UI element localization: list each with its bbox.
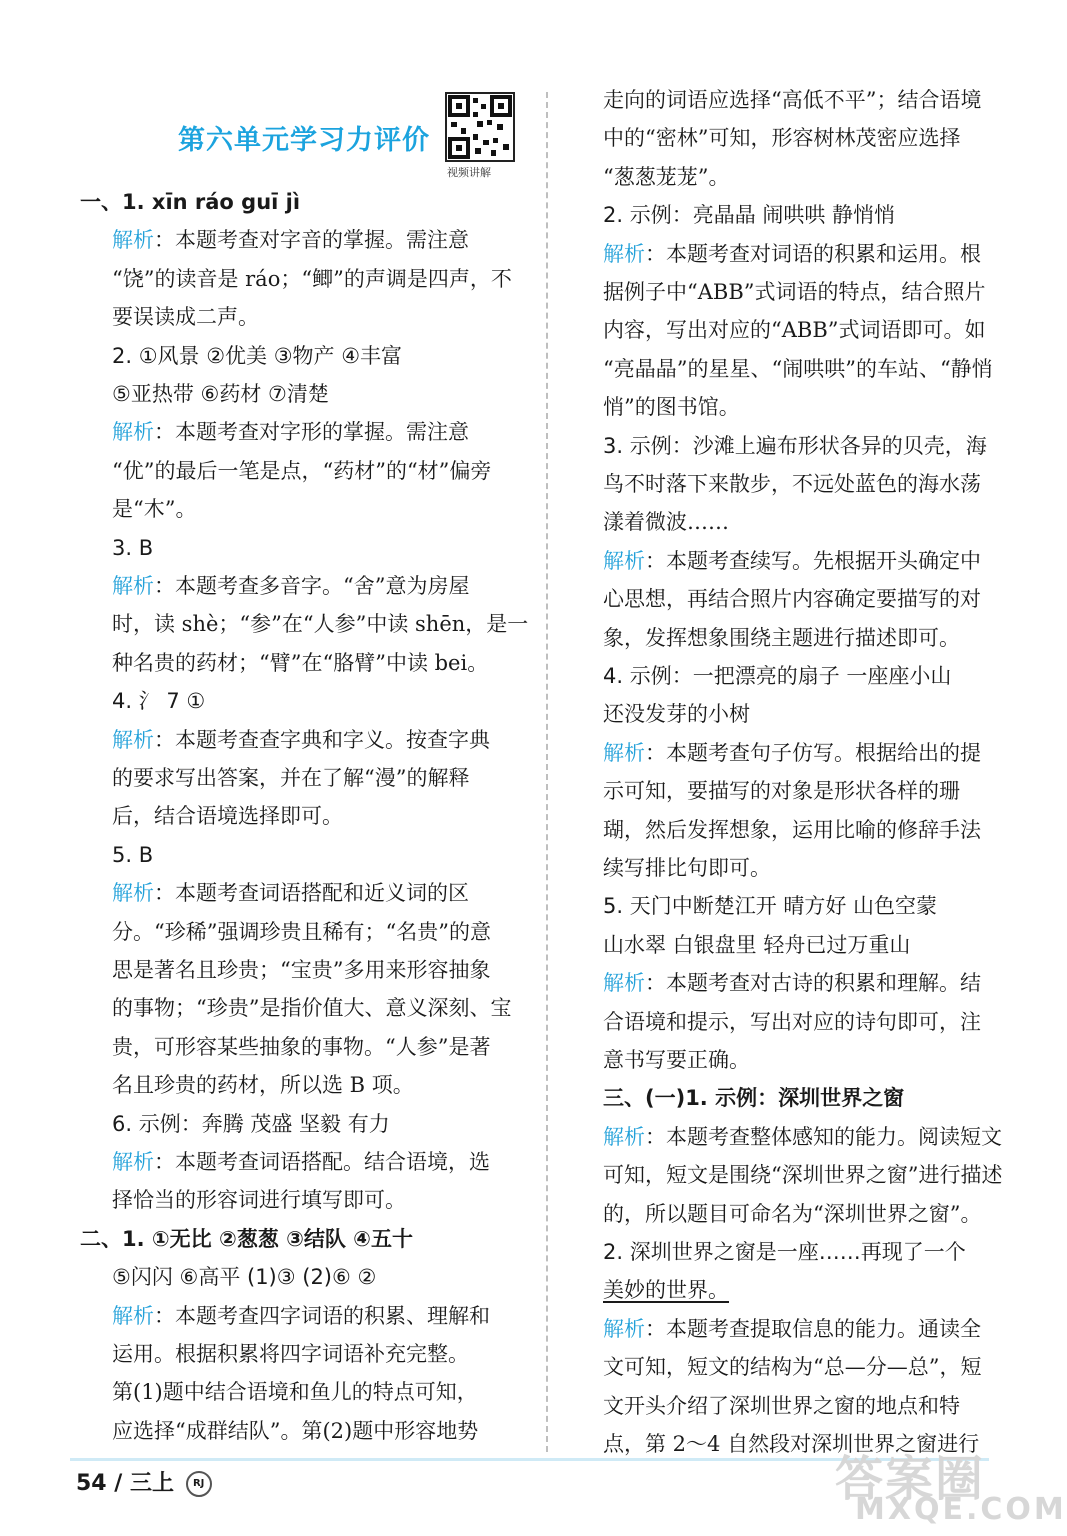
line-text: 可知，短文是围绕“深圳世界之窗”进行描述 [603,1163,1003,1188]
text-line [80,1031,528,1063]
line-text: 漾着微波…… [603,510,729,535]
line-text: 文开头介绍了深圳世界之窗的地点和特 [603,1393,960,1418]
text-line [603,353,1013,385]
text-line [80,800,528,832]
line-text: 时，读 shè；“参”在“人参”中读 shēn，是一 [112,612,529,637]
edition-badge-icon: RJ [186,1471,212,1497]
line-text: 种名贵的药材；“臂”在“胳臂”中读 bei。 [112,650,489,675]
text-line [80,263,528,295]
analysis-text: ：本题考查对字音的掌握。需注意 [154,228,469,253]
analysis-label: 解析 [603,1316,645,1341]
line-text: “饶”的读音是 ráo；“鲫”的声调是四声，不 [112,266,512,291]
line-text: 运用。根据积累将四字词语补充完整。 [112,1342,469,1366]
analysis-line [80,1146,528,1178]
text-line [603,84,1013,116]
text-line [603,583,1013,615]
analysis-line [80,1300,528,1332]
answer-line [80,186,528,218]
text-line [80,954,528,986]
line-text: 6. 示例：奔腾 茂盛 坚毅 有力 [112,1111,390,1136]
line-text: 要误读成二声。 [112,305,259,330]
line-text: 的事物；“珍贵”是指价值大、意义深刻、宝 [112,996,512,1021]
line-text: 心思想，再结合照片内容确定要描写的对 [603,587,981,612]
text-line [80,1069,528,1101]
analysis-label: 解析 [603,740,645,765]
analysis-label: 解析 [112,1150,154,1174]
text-line [80,301,528,333]
analysis-line [80,224,528,256]
text-line [603,1159,1013,1191]
line-text: 3. 示例：沙滩上遍布形状各异的贝壳，海 [603,433,987,458]
text-line [80,455,528,487]
answer-line [603,1236,1013,1268]
text-line [80,1184,528,1216]
line-text: 2. 示例：亮晶晶 闹哄哄 静悄悄 [603,203,896,228]
analysis-text: ：本题考查句子仿写。根据给出的提 [645,740,981,765]
analysis-text: ：本题考查查字典和字义。按查字典 [154,727,490,752]
analysis-line [603,967,1013,999]
text-line [603,698,1013,730]
line-text: 5. 天门中断楚江开 晴方好 山色空蒙 [603,894,938,919]
line-text: 悄”的图书馆。 [603,395,740,420]
answer-line [80,340,528,372]
line-text: 示可知，要描写的对象是形状各样的珊 [603,779,960,804]
watermark-url: MXQE.COM [855,1492,1067,1527]
analysis-text: ：本题考查提取信息的能力。通读全 [645,1316,981,1341]
text-line [80,762,528,794]
line-text: 合语境和提示，写出对应的诗句即可，注 [603,1009,981,1034]
text-line [80,1338,528,1370]
text-line [603,276,1013,308]
text-line [80,1376,528,1408]
line-text: 一、1. xīn ráo guī jì [80,190,301,214]
analysis-label: 解析 [112,1303,154,1328]
line-text: 续写排比句即可。 [603,856,771,880]
page-number-text: 54 / 三上 [76,1471,174,1496]
line-text: 2. ①风景 ②优美 ③物产 ④丰富 [112,343,403,368]
watermark [835,1440,1067,1530]
text-line [603,852,1013,884]
line-text: 意书写要正确。 [603,1048,750,1072]
line-text: 3. B [112,535,154,560]
text-line [603,122,1013,154]
text-line [603,814,1013,846]
text-line [80,916,528,948]
answer-line [80,1108,528,1140]
analysis-label: 解析 [112,881,154,906]
qr-pattern-icon [447,94,513,160]
answer-line [603,890,1013,922]
analysis-text: ：本题考查多音字。“舍”意为房屋 [154,574,470,598]
watermark-logo: 答案圈 [835,1451,986,1507]
line-text: 山水翠 白银盘里 轻舟已过万重山 [603,932,911,957]
line-text: ⑤亚热带 ⑥药材 ⑦清楚 [112,382,329,406]
text-line [80,647,528,679]
analysis-line [80,724,528,756]
page-title: 第六单元学习力评价 [178,125,430,156]
answer-line [80,1261,528,1293]
text-line [603,1044,1013,1076]
answer-line [603,430,1013,462]
analysis-line [603,1121,1013,1153]
line-text: 分。“珍稀”强调珍贵且稀有；“名贵”的意 [112,919,491,944]
answer-line [80,1223,528,1255]
analysis-label: 解析 [603,1124,645,1149]
line-text: 象，发挥想象围绕主题进行描述即可。 [603,625,960,650]
analysis-text: ：本题考查对词语的积累和运用。根 [645,241,981,266]
text-line [603,391,1013,423]
text-line [603,622,1013,654]
line-text: ⑤闪闪 ⑥高平 (1)③ (2)⑥ ② [112,1265,377,1290]
answer-line [603,199,1013,231]
text-line [603,161,1013,193]
text-line [80,1415,528,1447]
qr-code-icon[interactable] [445,92,515,162]
answer-line [603,929,1013,961]
analysis-line [80,570,528,602]
text-line [603,775,1013,807]
analysis-text: ：本题考查整体感知的能力。阅读短文 [645,1124,1002,1149]
line-text: 点，第 2～4 自然段对深圳世界之窗进行 [603,1432,980,1456]
line-text: 鸟不时落下来散步，不远处蓝色的海水荡 [603,472,981,496]
line-text: 文可知，短文的结构为“总—分—总”，短 [603,1355,982,1380]
line-text: 后，结合语境选择即可。 [112,804,343,829]
text-line [80,992,528,1024]
line-text: 的要求写出答案，并在了解“漫”的解释 [112,766,470,790]
line-text: 贵，可形容某些抽象的事物。“人参”是著 [112,1034,491,1059]
line-text: 思是著名且珍贵；“宝贵”多用来形容抽象 [112,958,491,982]
answer-line [80,378,528,410]
line-text: 是“木”。 [112,497,197,522]
analysis-label: 解析 [603,971,645,996]
analysis-label: 解析 [603,241,645,266]
line-text: “优”的最后一笔是点，“药材”的“材”偏旁 [112,458,492,483]
line-text: 走向的词语应选择“高低不平”；结合语境 [603,88,982,112]
text-line [603,314,1013,346]
analysis-line [80,877,528,909]
analysis-label: 解析 [112,727,154,752]
analysis-line [603,1313,1013,1345]
analysis-line [603,737,1013,769]
qr-caption: 视频讲解 [447,166,491,179]
analysis-line [603,238,1013,270]
analysis-text: ：本题考查四字词语的积累、理解和 [154,1303,490,1328]
analysis-label: 解析 [112,420,154,445]
analysis-text: ：本题考查对字形的掌握。需注意 [154,420,469,445]
text-line [80,493,528,525]
line-text: 二、1. ①无比 ②葱葱 ③结队 ④五十 [80,1226,413,1251]
column-divider [546,92,548,1452]
line-text: 2. 深圳世界之窗是一座……再现了一个 [603,1240,966,1264]
text-line [603,468,1013,500]
text-line [603,506,1013,538]
page-number [76,1466,212,1497]
line-text: 第(1)题中结合语境和鱼儿的特点可知， [112,1380,478,1405]
analysis-text: ：本题考查词语搭配和近义词的区 [154,881,469,906]
analysis-line [603,545,1013,577]
line-text: “葱葱茏茏”。 [603,164,730,189]
text-line [603,1198,1013,1230]
line-text: 内容，写出对应的“ABB”式词语即可。如 [603,318,986,343]
analysis-line [80,416,528,448]
line-text: 择恰当的形容词进行填写即可。 [112,1188,406,1213]
answer-line [80,532,528,564]
text-line [603,1390,1013,1422]
text-line [603,1274,1013,1306]
analysis-label: 解析 [112,228,154,253]
line-text: 瑚，然后发挥想象，运用比喻的修辞手法 [603,817,981,842]
text-line [603,1351,1013,1383]
answer-line [603,1082,1013,1114]
line-text: 的，所以题目可命名为“深圳世界之窗”。 [603,1201,982,1226]
line-text: 美妙的世界。 [603,1278,729,1303]
line-text: 5. B [112,842,154,867]
line-text: 还没发芽的小树 [603,702,750,727]
answer-line [80,839,528,871]
line-text: 4. 氵 7 ① [112,689,206,714]
text-line [603,1006,1013,1038]
answer-line [80,685,528,717]
line-text: 三、(一)1. 示例：深圳世界之窗 [603,1086,905,1111]
line-text: 据例子中“ABB”式词语的特点，结合照片 [603,280,986,304]
analysis-label: 解析 [603,548,645,573]
analysis-label: 解析 [112,574,154,598]
answer-line [603,660,1013,692]
analysis-text: ：本题考查词语搭配。结合语境，选 [154,1150,490,1174]
line-text: 中的“密林”可知，形容树林茂密应选择 [603,126,961,151]
line-text: 名且珍贵的药材，所以选 B 项。 [112,1073,414,1098]
text-line [80,608,528,640]
line-text: 4. 示例：一把漂亮的扇子 一座座小山 [603,664,952,688]
line-text: 应选择“成群结队”。第(2)题中形容地势 [112,1418,479,1443]
analysis-text: ：本题考查续写。先根据开头确定中 [645,548,981,573]
analysis-text: ：本题考查对古诗的积累和理解。结 [645,971,981,996]
line-text: “亮晶晶”的星星、“闹哄哄”的车站、“静悄 [603,356,993,381]
